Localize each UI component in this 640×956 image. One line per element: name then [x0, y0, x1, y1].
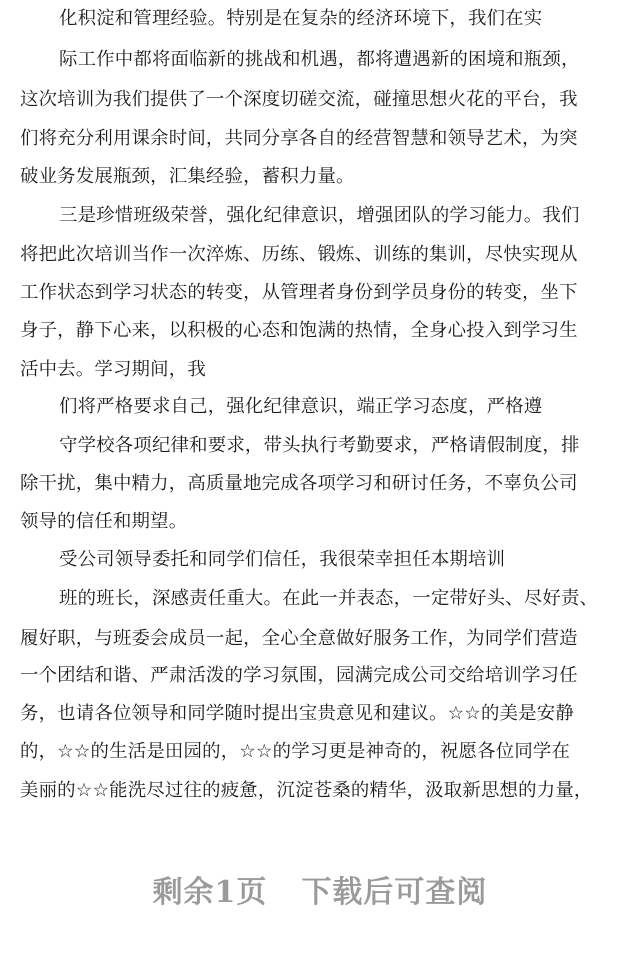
text-line: 们将严格要求自己，强化纪律意识，端正学习态度，严格遵: [59, 396, 543, 417]
text-line: 班的班长，深感责任重大。在此一并表态，一定带好头、尽好责、: [59, 588, 599, 609]
text-line: 工作状态到学习状态的转变，从管理者身份到学员身份的转变，坐下: [20, 282, 578, 303]
text-line: 美丽的☆☆能洗尽过往的疲惫，沉淀苍桑的精华，汲取新思想的力量，: [20, 780, 593, 801]
text-line: 这次培训为我们提供了一个深度切磋交流，碰撞思想火花的平台，我: [20, 89, 578, 110]
remaining-pages-banner[interactable]: [0, 868, 640, 918]
text-line: 破业务发展瓶颈，汇集经验，蓄积力量。: [20, 166, 355, 187]
text-line: 将把此次培训当作一次淬炼、历练、锻炼、训练的集训，尽快实现从: [20, 244, 578, 265]
text-line: 守学校各项纪律和要求，带头执行考勤要求，严格请假制度，排: [59, 435, 580, 456]
download-to-read-label: 下载后可查阅: [301, 875, 488, 910]
text-line: 一个团结和谐、严肃活泼的学习氛围，园满完成公司交给培训学习任: [20, 665, 578, 686]
text-line: 领导的信任和期望。: [20, 511, 188, 532]
text-line: 的，☆☆的生活是田园的，☆☆的学习更是神奇的，祝愿各位同学在: [20, 741, 571, 762]
text-line: 履好职，与班委会成员一起，全心全意做好服务工作，为同学们营造: [20, 628, 578, 649]
text-line: 三是珍惜班级荣誉，强化纪律意识，增强团队的学习能力。我们: [59, 205, 580, 226]
remaining-pages-label: 剩余1页: [152, 875, 268, 910]
text-line: 除干扰，集中精力，高质量地完成各项学习和研讨任务，不辜负公司: [20, 473, 578, 494]
text-line: 务，也请各位领导和同学随时提出宝贵意见和建议。☆☆的美是安静: [20, 703, 574, 724]
text-line: 身子，静下心来，以积极的心态和饱满的热情，全身心投入到学习生: [20, 320, 578, 341]
text-line: 们将充分利用课余时间，共同分享各自的经营智慧和领导艺术，为突: [20, 128, 578, 149]
text-line: 际工作中都将面临新的挑战和机遇，都将遭遇新的困境和瓶颈，: [59, 49, 580, 70]
text-line: 受公司领导委托和同学们信任，我很荣幸担任本期培训: [59, 549, 506, 570]
text-line: 活中去。学习期间，我: [20, 359, 206, 380]
text-line: 化积淀和管理经验。特别是在复杂的经济环境下，我们在实: [59, 8, 543, 29]
